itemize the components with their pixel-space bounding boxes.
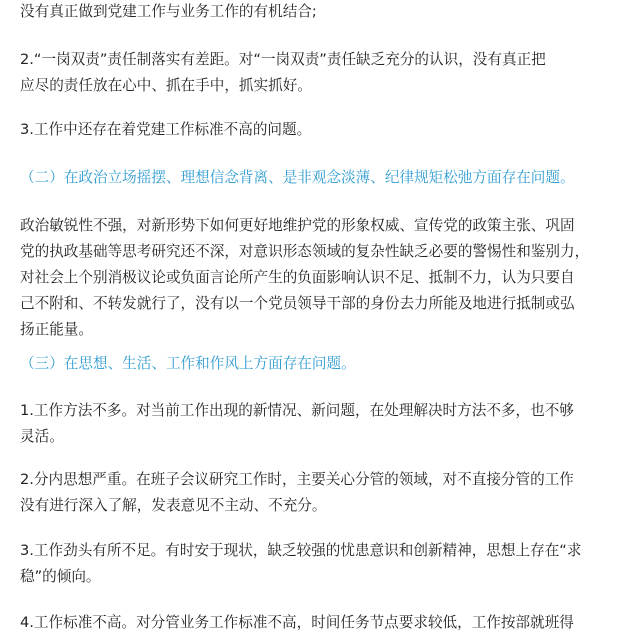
paragraph-item-1 [20,398,625,450]
text-line: 己不附和、不转发就行了，没有以一个党员领导干部的身份去力所能及地进行抵制或弘 [20,295,575,312]
text-line: 灵活。 [20,428,64,445]
text-line: 稳”的倾向。 [20,568,101,585]
text-line: 党的执政基础等思考研究还不深，对意识形态领域的复杂性缺乏必要的警惕性和鉴别力， [20,243,590,260]
paragraph-item-4 [20,610,625,636]
section-heading-text: （二）在政治立场摇摆、理想信念背离、是非观念淡薄、纪律规矩松弛方面存在问题。 [20,169,575,186]
text-line: 扬正能量。 [20,321,93,338]
paragraph-item-2b [20,467,625,519]
text-line: 2.分内思想严重。在班子会议研究工作时，主要关心分管的领域，对不直接分管的工作 [20,471,574,488]
section-heading-text: （三）在思想、生活、工作和作风上方面存在问题。 [20,355,356,372]
paragraph-item-3b [20,538,625,590]
text-line: 政治敏锐性不强，对新形势下如何更好地维护党的形象权威、宣传党的政策主张、巩固 [20,217,575,234]
text-line: 3.工作中还存在着党建工作标准不高的问题。 [20,121,312,138]
paragraph-political-sensitivity [20,213,625,343]
section-heading-3 [20,351,625,377]
text-line: 应尽的责任放在心中、抓在手中，抓实抓好。 [20,77,312,94]
text-line: 没有真正做到党建工作与业务工作的有机结合; [20,3,317,20]
paragraph-item-2 [20,47,625,99]
text-line: 对社会上个别消极议论或负面言论所产生的负面影响认识不足、抵制不力，认为只要自 [20,269,575,286]
text-line: 3.工作劲头有所不足。有时安于现状，缺乏较强的忧患意识和创新精神，思想上存在“求 [20,542,582,559]
text-line: 没有进行深入了解，发表意见不主动、不充分。 [20,497,327,514]
text-line: 1.工作方法不多。对当前工作出现的新情况、新问题，在处理解决时方法不多，也不够 [20,402,574,419]
text-line: 4.工作标准不高。对分管业务工作标准不高，时间任务节点要求较低，工作按部就班得 [20,614,574,631]
paragraph-item-3 [20,117,625,143]
text-line: 2.“一岗双责”责任制落实有差距。对“一岗双责”责任缺乏充分的认识，没有真正把 [20,51,546,68]
paragraph-continuation [20,0,625,25]
section-heading-2 [20,165,625,191]
